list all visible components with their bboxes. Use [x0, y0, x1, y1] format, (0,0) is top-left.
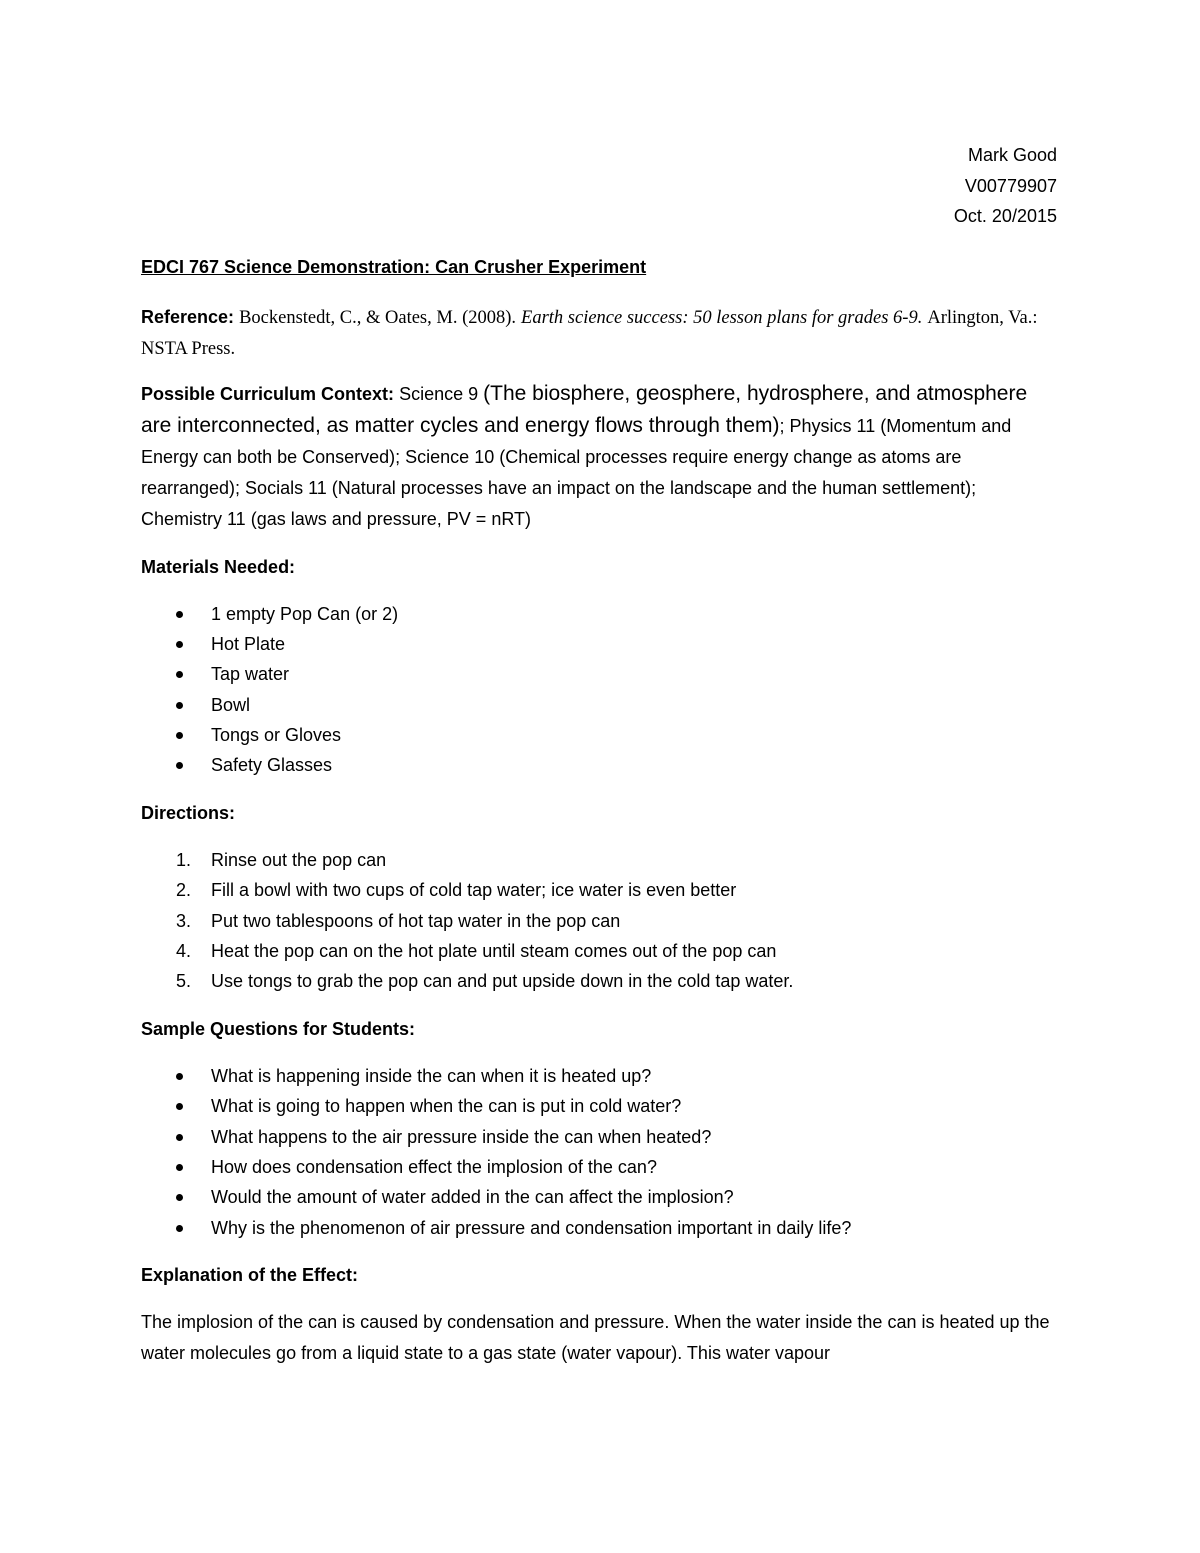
step-number: 2. [176, 880, 192, 901]
list-item [141, 875, 1057, 905]
list-item [141, 690, 1057, 720]
science9-description: (The biosphere, geosphere, hydrosphere, and atmosphere are interconnected, as matter cycles and energy flows through them) [141, 381, 1028, 437]
materials-list [141, 599, 1057, 781]
question-text: What is happening inside the can when it is heated up? [211, 1065, 652, 1086]
question-text: Would the amount of water added in the can affect the implosion? [211, 1187, 734, 1208]
material-text: Tongs or Gloves [211, 725, 342, 746]
document-page [141, 140, 1057, 1369]
step-text: Use tongs to grab the pop can and put upside down in the cold tap water. [211, 971, 794, 992]
reference-work-title: Earth science success: 50 lesson plans for grades 6-9. [521, 307, 923, 328]
step-number: 5. [176, 971, 192, 992]
questions-heading: Sample Questions for Students: [141, 1018, 416, 1039]
list-item [141, 1091, 1057, 1121]
list-item [141, 629, 1057, 659]
material-text: Bowl [211, 694, 251, 715]
list-item [141, 845, 1057, 875]
step-text: Rinse out the pop can [211, 849, 387, 870]
list-item [141, 1213, 1057, 1243]
science9-prefix: Science 9 [399, 383, 479, 404]
list-item [141, 1182, 1057, 1212]
reference-publisher: Arlington, Va.: NSTA Press. [141, 307, 1038, 359]
student-id: V00779907 [964, 175, 1057, 196]
curriculum-context-paragraph [141, 378, 1057, 535]
material-text: 1 empty Pop Can (or 2) [211, 603, 399, 624]
question-text: Why is the phenomenon of air pressure and condensation important in daily life? [211, 1217, 852, 1238]
curriculum-rest: ; Physics 11 (Momentum and Energy can both be Conserved); Science 10 (Chemical processes require energy change as atoms are rearranged); Socials 11 (Natural processes have an impact on the landscape and the human settlement); Chemistry 11 (gas laws and pressure, PV = nRT) [141, 415, 1012, 529]
document-date: Oct. 20/2015 [953, 206, 1057, 226]
list-item [141, 659, 1057, 689]
step-number: 3. [176, 910, 192, 931]
question-text: How does condensation effect the implosion of the can? [211, 1156, 657, 1177]
reference-paragraph [141, 302, 1057, 364]
author-header [141, 140, 1057, 232]
step-number: 1. [176, 849, 192, 870]
list-item [141, 750, 1057, 780]
list-item [141, 1061, 1057, 1091]
document-title: EDCI 767 Science Demonstration: Can Crusher Experiment [141, 256, 647, 277]
directions-list [141, 845, 1057, 997]
directions-heading: Directions: [141, 802, 236, 823]
step-text: Put two tablespoons of hot tap water in the pop can [211, 910, 621, 931]
list-item [141, 906, 1057, 936]
list-item [141, 599, 1057, 629]
curriculum-label: Possible Curriculum Context: [141, 383, 395, 404]
author-name: Mark Good [967, 145, 1057, 165]
explanation-heading: Explanation of the Effect: [141, 1265, 359, 1286]
list-item [141, 1122, 1057, 1152]
explanation-paragraph: The implosion of the can is caused by condensation and pressure. When the water inside the can is heated up the water molecules go from a liquid state to a gas state (water vapour). This water vapour [141, 1312, 1050, 1364]
step-text: Heat the pop can on the hot plate until steam comes out of the pop can [211, 941, 777, 962]
material-text: Hot Plate [211, 633, 286, 654]
material-text: Tap water [211, 664, 290, 685]
list-item [141, 720, 1057, 750]
step-number: 4. [176, 941, 192, 962]
reference-label: Reference: [141, 306, 235, 327]
question-text: What happens to the air pressure inside the can when heated? [211, 1126, 712, 1147]
question-text: What is going to happen when the can is put in cold water? [211, 1096, 682, 1117]
material-text: Safety Glasses [211, 755, 333, 776]
list-item [141, 966, 1057, 996]
list-item [141, 1152, 1057, 1182]
materials-heading: Materials Needed: [141, 556, 296, 577]
questions-list [141, 1061, 1057, 1243]
step-text: Fill a bowl with two cups of cold tap water; ice water is even better [211, 880, 737, 901]
list-item [141, 936, 1057, 966]
reference-authors: Bockenstedt, C., & Oates, M. (2008). [239, 307, 517, 328]
